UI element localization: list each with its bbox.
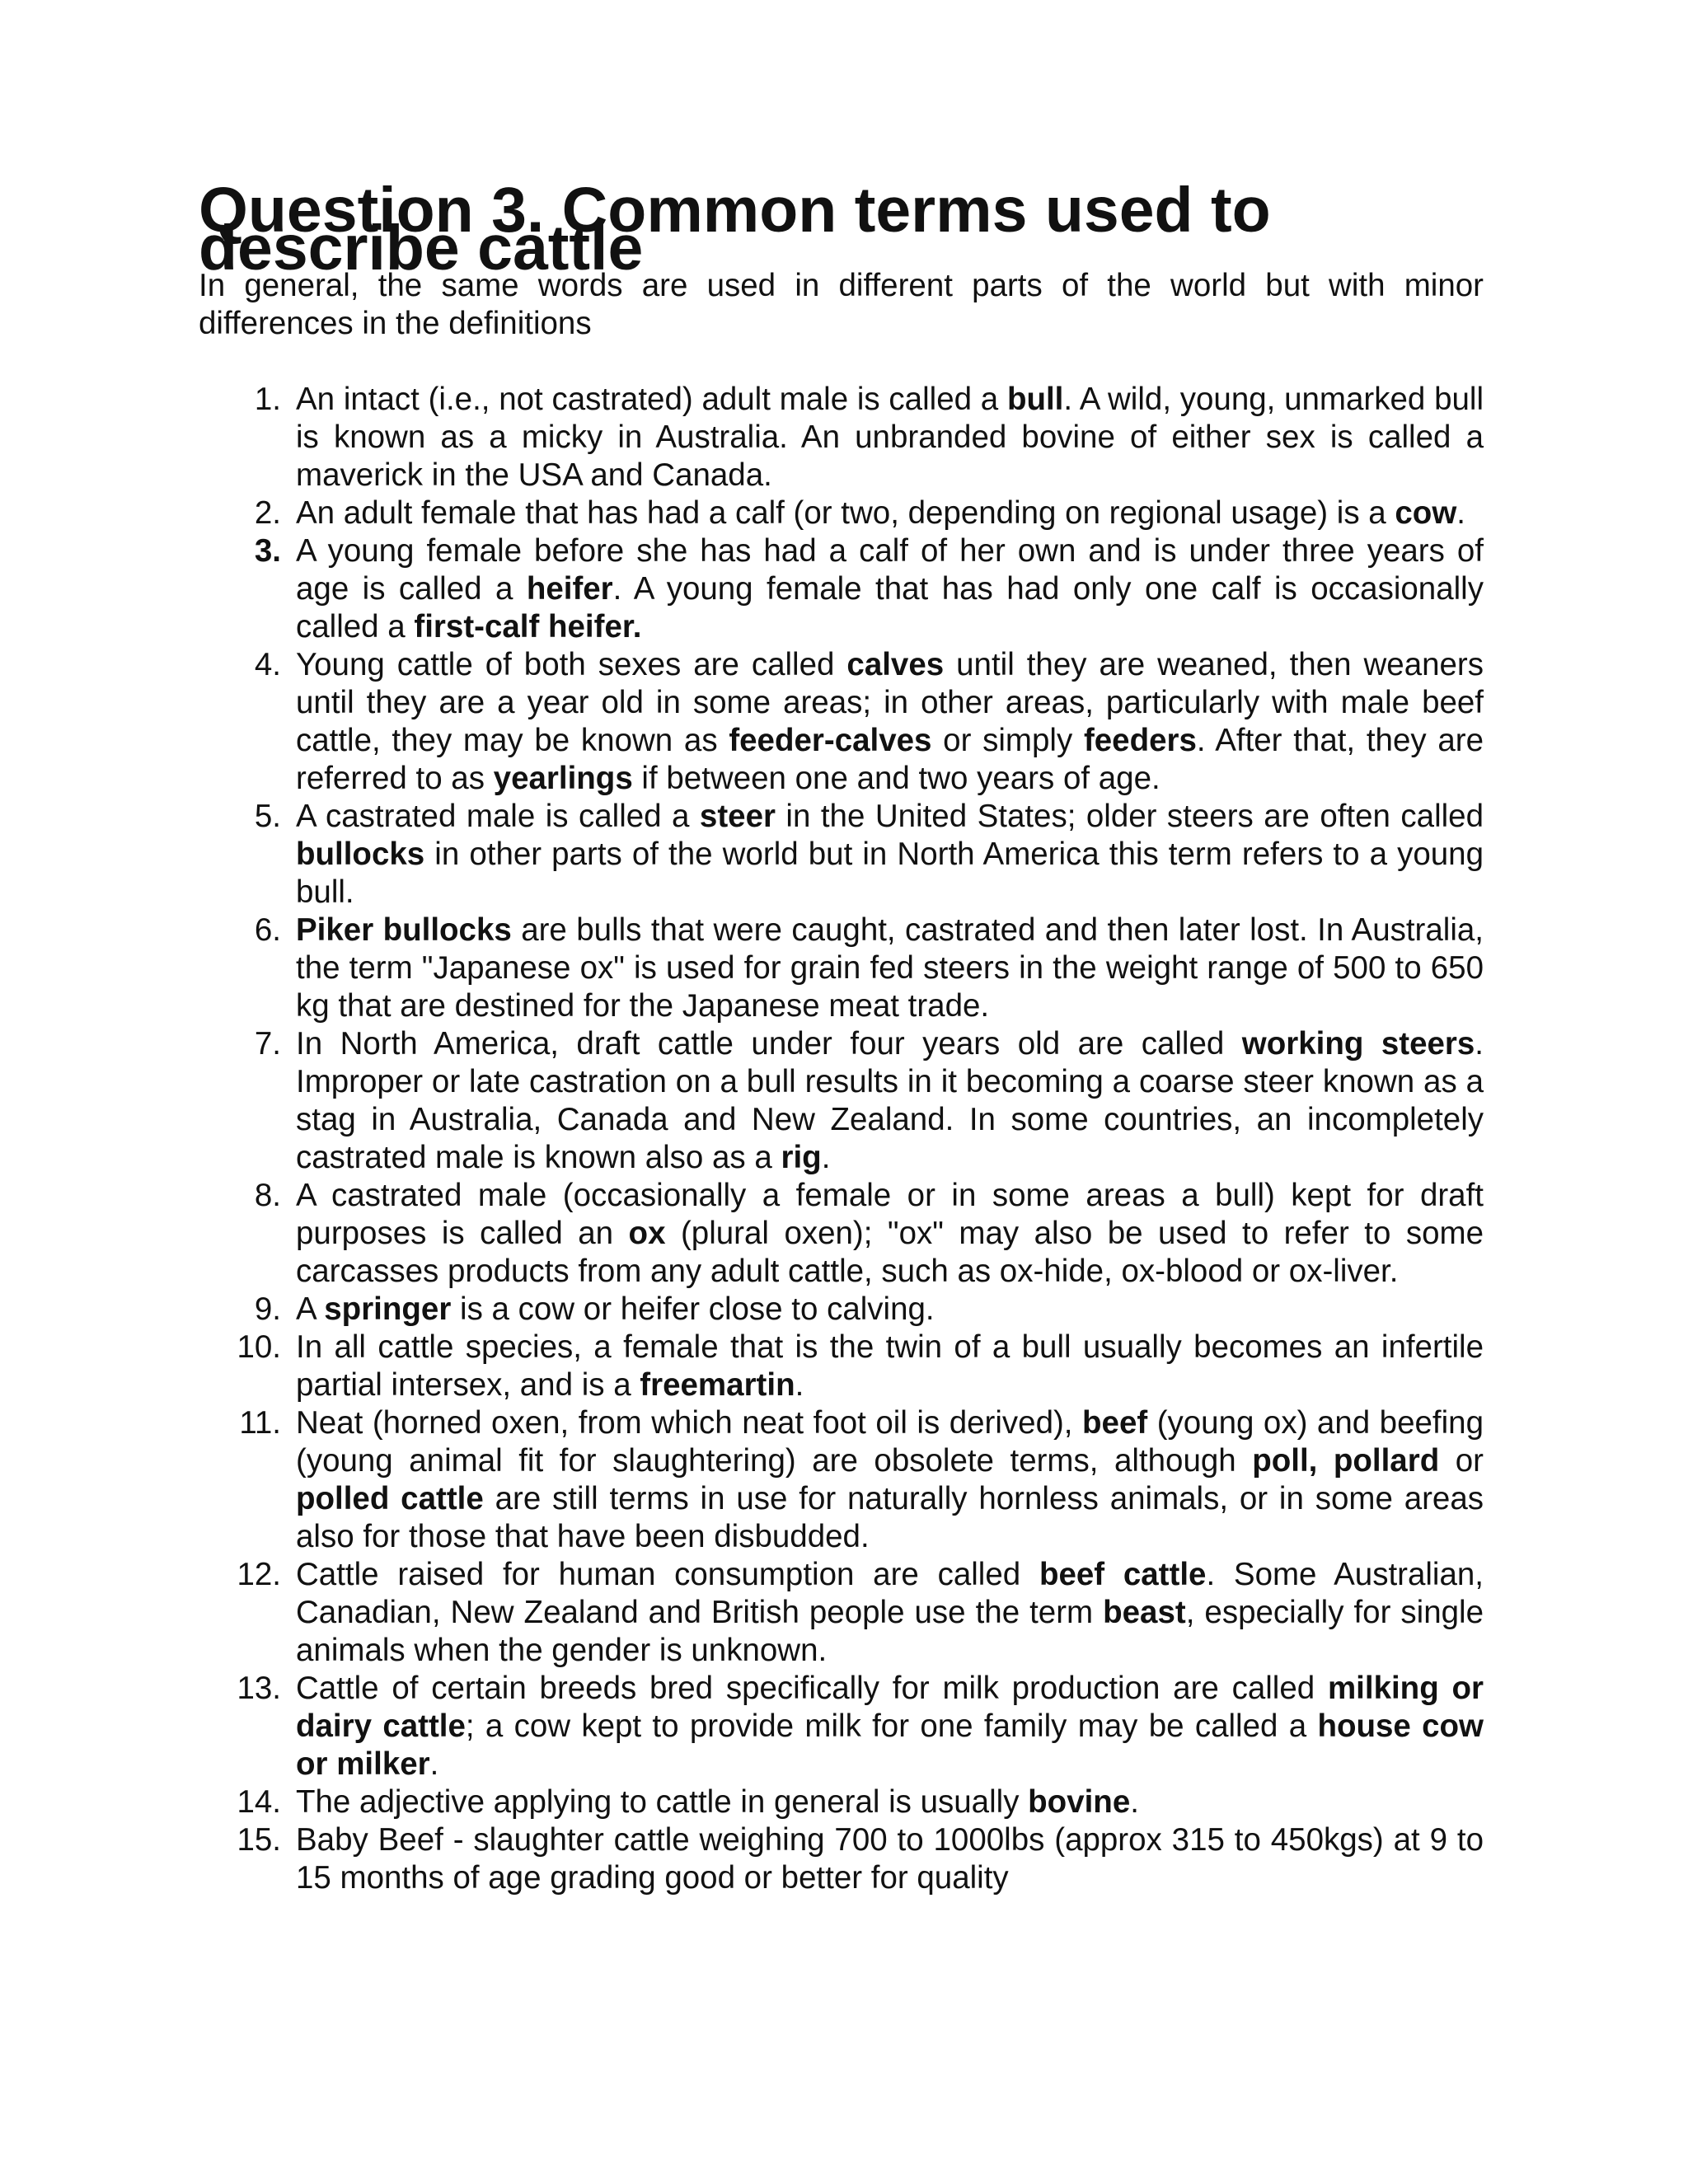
list-item-text [296,1405,1484,1554]
defined-term: rig [781,1140,822,1175]
list-item-text [296,1671,1484,1782]
defined-term: yearlings [493,761,633,796]
list-item-segment: (young ox) and beefing (young animal fit for slaughtering) are obsolete terms, although [296,1405,1484,1479]
list-item [199,1404,1484,1556]
list-item-text [296,1291,935,1327]
list-item [199,1556,1484,1670]
list-item-segment: A castrated male (occasionally a female or in some areas a bull) kept for draft purposes is called an [296,1178,1484,1251]
defined-term: beef cattle [1039,1557,1207,1592]
defined-term: beast [1103,1595,1186,1630]
defined-term: heifer [526,571,613,607]
list-item-segment: In North America, draft cattle under four years old are called [296,1026,1242,1062]
list-item [199,494,1484,532]
list-item-text [296,1178,1484,1289]
page-title: Question 3. Common terms used to describe cattle [199,175,1271,284]
list-item-number: 3. [254,533,281,569]
list-item [199,532,1484,646]
list-item-segment: if between one and two years of age. [632,761,1160,796]
list-item-segment: A [296,1291,325,1327]
list-item-number: 15. [237,1822,281,1858]
list-item-segment: in the United States; older steers are often called [775,799,1484,834]
list-item-text [296,1026,1484,1175]
list-item-segment: . A wild, young, unmarked bull is known as a micky in Australia. An unbranded bovine of either sex is called a maverick in the USA and Canada. [296,382,1484,493]
defined-term: springer [324,1291,452,1327]
list-item-text [296,912,1484,1024]
defined-term: beef [1082,1405,1148,1441]
list-item-segment: Cattle of certain breeds bred specifically for milk production are called [296,1671,1328,1706]
list-item-segment: . [429,1746,439,1782]
list-item-text [296,799,1484,910]
list-item-number: 5. [254,799,281,834]
list-item-text [296,1329,1484,1403]
defined-term: Piker bullocks [296,912,512,948]
list-item-text [296,1822,1484,1896]
list-item [199,912,1484,1025]
defined-term: bull [1006,382,1064,417]
defined-term: poll, pollard [1252,1443,1440,1479]
list-item-segment: is a cow or heifer close to calving. [451,1291,935,1327]
defined-term: working steers [1241,1026,1475,1062]
intro-paragraph: In general, the same words are used in different parts of the world but with minor differences in the definitions [199,268,1484,341]
defined-term: freemartin [640,1367,795,1403]
list-item-segment: . Some Australian, Canadian, New Zealand and British people use the term [296,1557,1484,1630]
list-item [199,1025,1484,1177]
list-item-number: 1. [254,382,281,417]
defined-term: calves [846,647,945,682]
list-item-segment: Baby Beef - slaughter cattle weighing 700 to 1000lbs (approx 315 to 450kgs) at 9 to 15 months of age grading good or better for quality [296,1822,1484,1896]
defined-term: first-calf heifer. [414,609,642,644]
list-item-number: 2. [254,495,281,531]
list-item-segment: are bulls that were caught, castrated and then later lost. In Australia, the term "Japanese ox" is used for grain fed steers in the weight range of 500 to 650 kg that are destined for the Japanese meat trade. [296,912,1484,1024]
list-item-segment: or simply [931,723,1084,758]
list-item-number: 7. [254,1026,281,1062]
defined-term: feeder-calves [729,723,932,758]
list-item-segment: , especially for single animals when the gender is unknown. [296,1595,1484,1668]
list-item [199,381,1484,494]
list-item-number: 10. [237,1329,281,1365]
list-item-segment: . [795,1367,804,1403]
list-item-segment: Young cattle of both sexes are called [296,647,847,682]
list-item-text [296,1557,1484,1668]
list-item-segment: An adult female that has had a calf (or two, depending on regional usage) is a [296,495,1395,531]
list-item [199,1821,1484,1897]
list-item-segment: . [1130,1784,1139,1820]
document-body [199,175,1484,1897]
list-item-number: 14. [237,1784,281,1820]
terms-list [199,381,1484,1897]
list-item-number: 6. [254,912,281,948]
list-item-segment: Neat (horned oxen, from which neat foot oil is derived), [296,1405,1083,1441]
list-item-segment: . [821,1140,831,1175]
list-item [199,646,1484,798]
defined-term: polled cattle [296,1481,484,1516]
list-item-segment: An intact (i.e., not castrated) adult male is called a [296,382,1007,417]
defined-term: feeders [1083,723,1197,758]
list-item-number: 9. [254,1291,281,1327]
list-item [199,798,1484,912]
list-item-segment: The adjective applying to cattle in general is usually [296,1784,1029,1820]
defined-term: milking or dairy cattle [296,1671,1484,1744]
defined-term: steer [699,799,776,834]
list-item-segment: ; a cow kept to provide milk for one family may be called a [465,1708,1318,1744]
list-item-segment: In all cattle species, a female that is the twin of a bull usually becomes an infertile partial intersex, and is a [296,1329,1484,1403]
list-item-segment: . After that, they are referred to as [296,723,1484,796]
list-item-number: 4. [254,647,281,682]
list-item [199,1783,1484,1821]
defined-term: cow [1395,495,1457,531]
list-item-segment: . Improper or late castration on a bull results in it becoming a coarse steer known as a stag in Australia, Canada and New Zealand. In some countries, an incompletely castrated male is known also as a [296,1026,1484,1175]
list-item-text [296,533,1484,644]
list-item-text [296,647,1484,796]
list-item-segment: A castrated male is called a [296,799,700,834]
defined-term: ox [628,1216,666,1251]
list-item-segment: (plural oxen); "ox" may also be used to refer to some carcasses products from any adult cattle, such as ox-hide, ox-blood or ox-liver. [296,1216,1484,1289]
list-item-segment: Cattle raised for human consumption are called [296,1557,1039,1592]
list-item-segment: or [1439,1443,1484,1479]
list-item-number: 12. [237,1557,281,1592]
defined-term: bullocks [296,837,425,872]
list-item [199,1291,1484,1329]
list-item-number: 13. [237,1671,281,1706]
list-item-number: 11. [239,1405,281,1441]
defined-term: bovine [1028,1784,1131,1820]
list-item [199,1177,1484,1291]
list-item-number: 8. [254,1178,281,1213]
list-item-text [296,382,1484,493]
list-item-text [296,1784,1139,1820]
list-item-segment: . A young female that has had only one calf is occasionally called a [296,571,1484,644]
list-item-segment: until they are weaned, then weaners until they are a year old in some areas; in other areas, particularly with male beef cattle, they may be known as [296,647,1484,758]
list-item [199,1670,1484,1783]
list-item-segment: A young female before she has had a calf of her own and is under three years of age is called a [296,533,1484,607]
list-item-segment: . [1456,495,1465,531]
list-item-segment: are still terms in use for naturally hornless animals, or in some areas also for those that have been disbudded. [296,1481,1484,1554]
list-item-segment: in other parts of the world but in North America this term refers to a young bull. [296,837,1484,910]
defined-term: house cow or milker [296,1708,1484,1782]
list-item [199,1329,1484,1404]
list-item-text [296,495,1465,531]
